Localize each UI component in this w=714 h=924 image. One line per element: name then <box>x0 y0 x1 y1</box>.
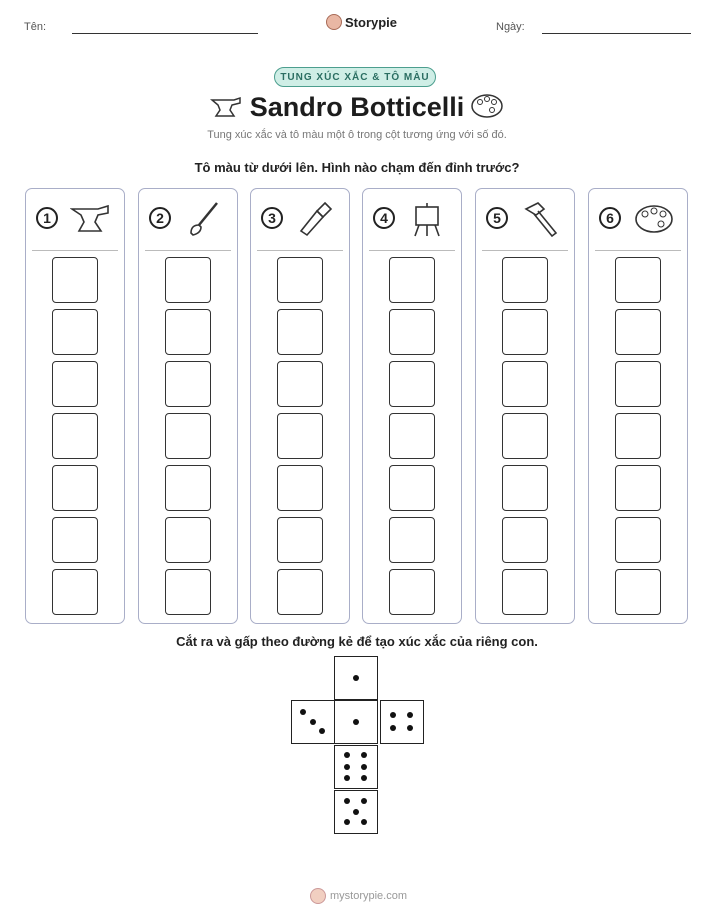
color-box[interactable] <box>277 309 323 355</box>
dice-pip <box>407 725 413 731</box>
color-box[interactable] <box>389 517 435 563</box>
date-line <box>542 33 691 34</box>
color-box[interactable] <box>389 257 435 303</box>
chisel-icon <box>295 201 337 237</box>
color-box[interactable] <box>389 465 435 511</box>
color-box[interactable] <box>277 361 323 407</box>
dice-pip <box>361 764 367 770</box>
color-box[interactable] <box>615 361 661 407</box>
dice-pip <box>353 719 359 725</box>
color-box[interactable] <box>389 413 435 459</box>
color-box[interactable] <box>165 517 211 563</box>
page-subtitle: Tung xúc xắc và tô màu một ô trong cột tương ứng với số đó. <box>207 129 507 141</box>
dice-face-1 <box>334 656 378 700</box>
color-box[interactable] <box>502 309 548 355</box>
dice-pip <box>361 798 367 804</box>
column-divider <box>257 250 343 251</box>
dice-face-4 <box>380 700 424 744</box>
color-box[interactable] <box>52 465 98 511</box>
date-label: Ngày: <box>496 21 525 33</box>
footer-url: mystorypie.com <box>330 890 408 902</box>
bear-logo-icon <box>326 14 342 30</box>
color-box[interactable] <box>615 309 661 355</box>
dice-pip <box>407 712 413 718</box>
color-box[interactable] <box>165 257 211 303</box>
color-box[interactable] <box>277 465 323 511</box>
footer <box>310 888 407 904</box>
color-box[interactable] <box>389 569 435 615</box>
dice-pip <box>390 712 396 718</box>
paintbrush-icon <box>183 201 225 237</box>
column-divider <box>145 250 231 251</box>
color-box[interactable] <box>277 413 323 459</box>
color-box[interactable] <box>52 569 98 615</box>
dice-face-3 <box>291 700 335 744</box>
color-box[interactable] <box>277 257 323 303</box>
dice-pip <box>344 752 350 758</box>
color-box[interactable] <box>502 361 548 407</box>
name-label: Tên: <box>24 21 47 33</box>
color-box[interactable] <box>502 517 548 563</box>
column-divider <box>32 250 118 251</box>
column-5 <box>475 188 575 624</box>
color-box[interactable] <box>277 569 323 615</box>
column-3 <box>250 188 350 624</box>
color-box[interactable] <box>502 569 548 615</box>
column-number: 3 <box>261 207 283 229</box>
color-box[interactable] <box>52 413 98 459</box>
color-box[interactable] <box>165 569 211 615</box>
column-number: 1 <box>36 207 58 229</box>
color-box[interactable] <box>165 309 211 355</box>
color-box[interactable] <box>52 257 98 303</box>
color-box[interactable] <box>502 413 548 459</box>
color-box[interactable] <box>165 361 211 407</box>
hammer-icon <box>520 201 562 237</box>
color-box[interactable] <box>277 517 323 563</box>
color-box[interactable] <box>615 517 661 563</box>
palette-icon <box>470 92 504 120</box>
anvil-icon <box>70 201 112 237</box>
dice-pip <box>353 809 359 815</box>
dice-face-5 <box>334 790 378 834</box>
column-6 <box>588 188 688 624</box>
color-box[interactable] <box>615 465 661 511</box>
column-divider <box>369 250 455 251</box>
dice-pip <box>344 764 350 770</box>
dice-pip <box>344 819 350 825</box>
dice-pip <box>361 752 367 758</box>
bear-logo-icon <box>310 888 326 904</box>
color-box[interactable] <box>52 361 98 407</box>
activity-badge: TUNG XÚC XẮC & TÔ MÀU <box>274 67 436 87</box>
color-box[interactable] <box>52 309 98 355</box>
dice-pip <box>344 775 350 781</box>
column-number: 5 <box>486 207 508 229</box>
column-number: 2 <box>149 207 171 229</box>
instruction-bottom: Cắt ra và gấp theo đường kẻ để tạo xúc xắc của riêng con. <box>176 634 538 649</box>
column-1 <box>25 188 125 624</box>
color-box[interactable] <box>615 257 661 303</box>
dice-pip <box>300 709 306 715</box>
brand-name: Storypie <box>345 14 398 30</box>
dice-pip <box>361 819 367 825</box>
column-2 <box>138 188 238 624</box>
column-4 <box>362 188 462 624</box>
column-number: 4 <box>373 207 395 229</box>
dice-face-6 <box>334 745 378 789</box>
page-title: Sandro Botticelli <box>249 92 465 122</box>
instruction-top: Tô màu từ dưới lên. Hình nào chạm đến đỉnh trước? <box>194 160 520 175</box>
color-box[interactable] <box>389 309 435 355</box>
dice-pip <box>353 675 359 681</box>
dice-pip <box>310 719 316 725</box>
brand-logo <box>326 14 397 30</box>
palette-icon <box>633 201 675 237</box>
color-box[interactable] <box>165 413 211 459</box>
color-box[interactable] <box>615 569 661 615</box>
column-divider <box>482 250 568 251</box>
dice-pip <box>319 728 325 734</box>
color-box[interactable] <box>389 361 435 407</box>
column-number: 6 <box>599 207 621 229</box>
color-box[interactable] <box>165 465 211 511</box>
dice-pip <box>344 798 350 804</box>
color-box[interactable] <box>615 413 661 459</box>
dice-pip <box>361 775 367 781</box>
dice-pip <box>390 725 396 731</box>
color-box[interactable] <box>52 517 98 563</box>
easel-icon <box>407 201 449 237</box>
column-divider <box>595 250 681 251</box>
dice-face-1 <box>334 700 378 744</box>
color-box[interactable] <box>502 257 548 303</box>
name-line <box>72 33 258 34</box>
color-box[interactable] <box>502 465 548 511</box>
